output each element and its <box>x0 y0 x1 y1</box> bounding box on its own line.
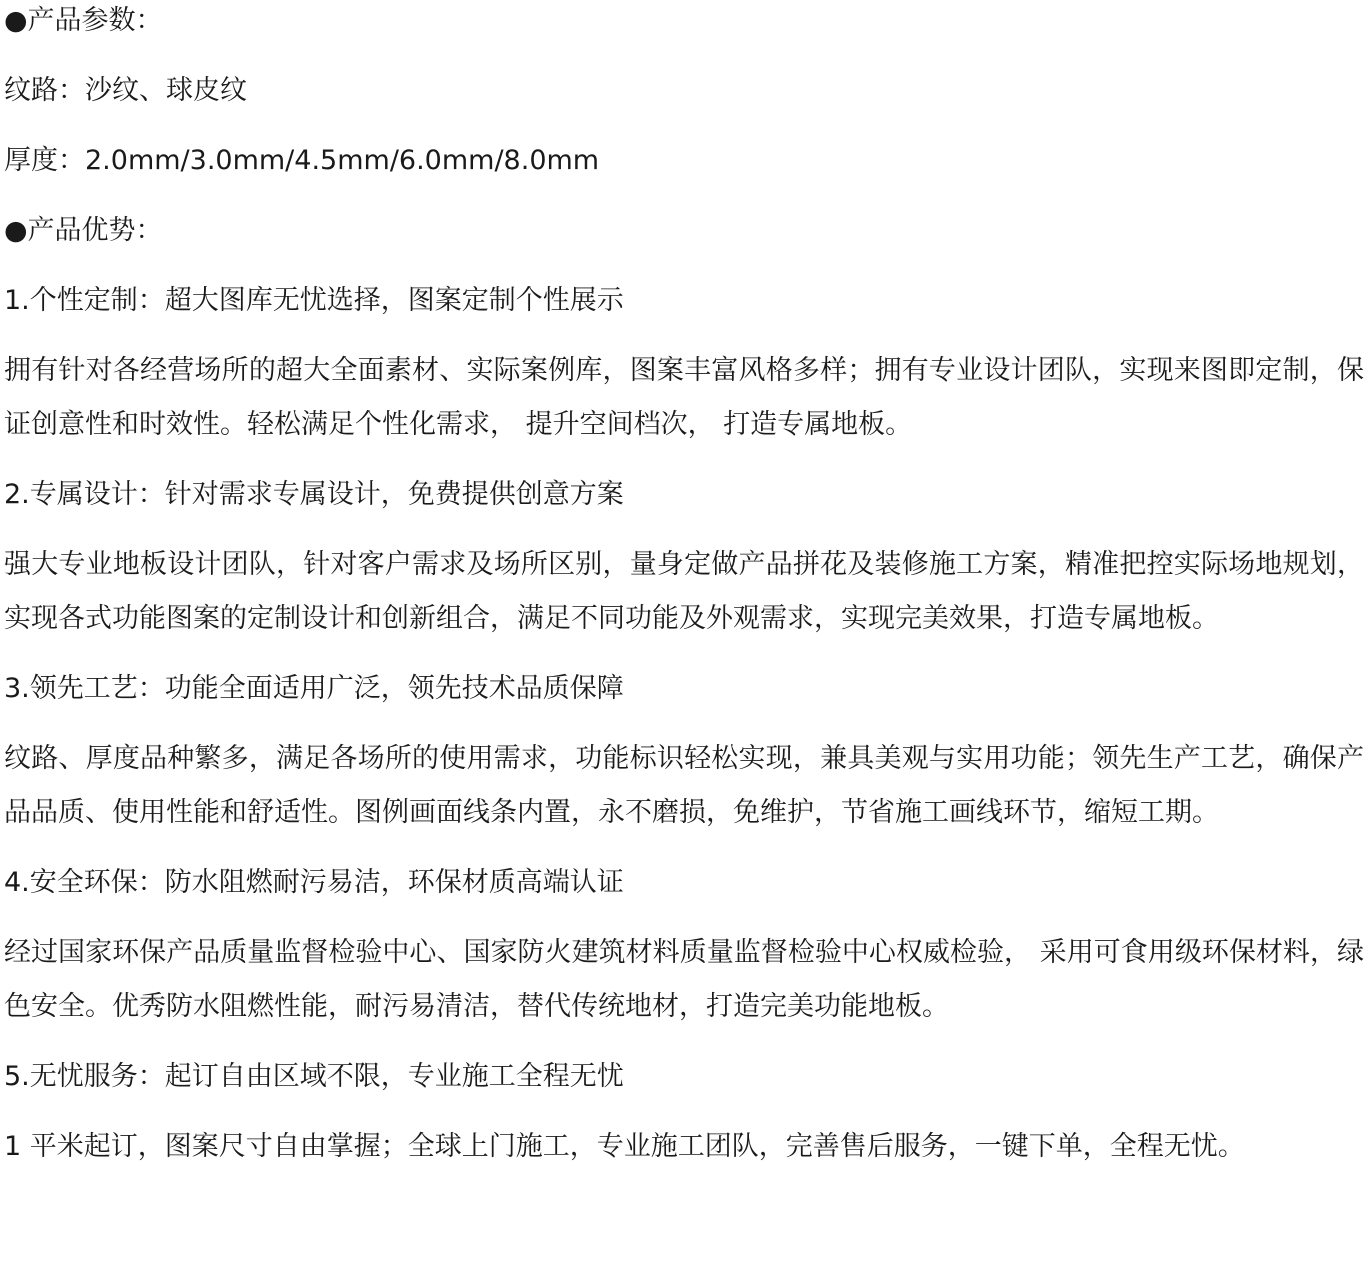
section-body: 纹路、厚度品种繁多，满足各场所的使用需求，功能标识轻松实现，兼具美观与实用功能；领先生产工艺，确保产品品质、使用性能和舒适性。图例画面线条内置，永不磨损，免维护，节省施工画线环节，缩短工期。 <box>4 743 1364 828</box>
section-body: 拥有针对各经营场所的超大全面素材、实际案例库，图案丰富风格多样；拥有专业设计团队，实现来图即定制，保证创意性和时效性。轻松满足个性化需求， 提升空间档次， 打造专属地板。 <box>4 355 1364 440</box>
thickness-spec: 厚度：2.0mm/3.0mm/4.5mm/6.0mm/8.0mm <box>4 145 600 176</box>
advantages-heading: ●产品优势： <box>4 215 163 246</box>
section-body: 经过国家环保产品质量监督检验中心、国家防火建筑材料质量监督检验中心权威检验， 采用可食用级环保材料，绿色安全。优秀防水阻燃性能，耐污易清洁，替代传统地材，打造完美功能地板。 <box>4 937 1364 1022</box>
section-title: 4.安全环保：防水阻燃耐污易洁，环保材质高端认证 <box>4 867 624 898</box>
section-title: 2.专属设计：针对需求专属设计，免费提供创意方案 <box>4 479 624 510</box>
section-title: 5.无忧服务：起订自由区域不限，专业施工全程无忧 <box>4 1061 624 1092</box>
section-title: 1.个性定制：超大图库无忧选择，图案定制个性展示 <box>4 285 624 316</box>
params-heading: ●产品参数： <box>4 5 163 36</box>
section-body: 强大专业地板设计团队，针对客户需求及场所区别，量身定做产品拼花及装修施工方案，精准把控实际场地规划，实现各式功能图案的定制设计和创新组合，满足不同功能及外观需求，实现完美效果，打造专属地板。 <box>4 549 1364 634</box>
section-title: 3.领先工艺：功能全面适用广泛，领先技术品质保障 <box>4 673 624 704</box>
texture-spec: 纹路：沙纹、球皮纹 <box>4 75 247 106</box>
section-body: 1 平米起订，图案尺寸自由掌握；全球上门施工，专业施工团队，完善售后服务，一键下单，全程无忧。 <box>4 1131 1245 1162</box>
